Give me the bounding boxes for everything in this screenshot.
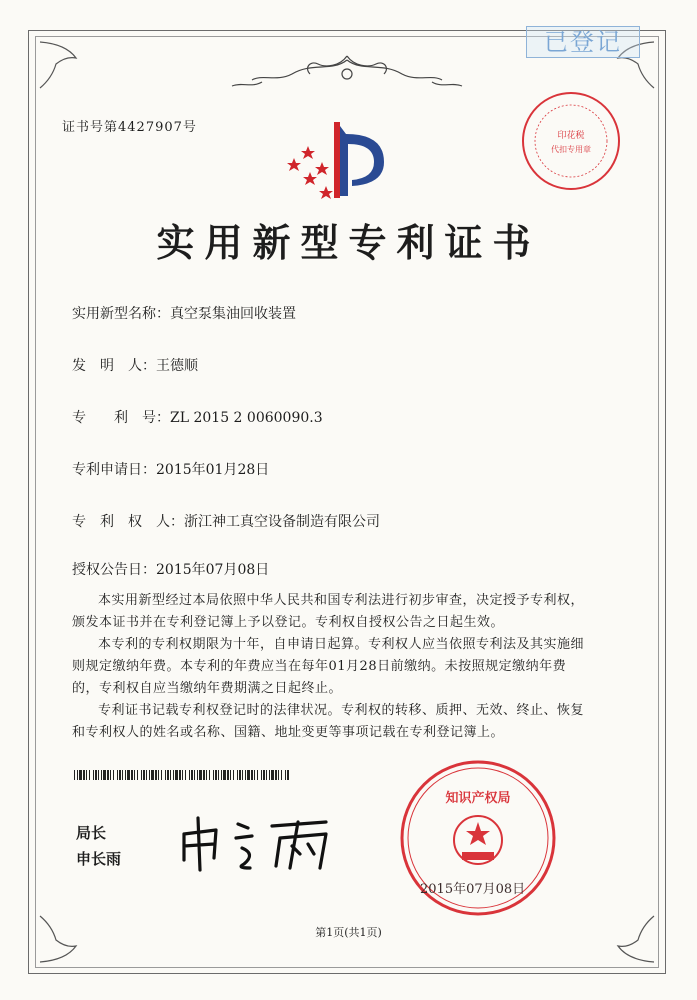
field-value: 浙江神工真空设备制造有限公司 xyxy=(184,514,380,530)
svg-text:知识产权局: 知识产权局 xyxy=(445,791,511,806)
svg-text:印花税: 印花税 xyxy=(557,131,585,141)
director-name: 申长雨 xyxy=(76,850,122,868)
director-title: 局长 xyxy=(76,824,107,842)
registered-stamp: 已登记 xyxy=(526,26,640,58)
body-paragraph: 本实用新型经过本局依照中华人民共和国专利法进行初步审查，决定授予专利权，颁发本证书并在专利登记簿上予以登记。专利权自授权公告之日起生效。 xyxy=(72,593,585,630)
field-value: 2015年07月08日 xyxy=(156,562,270,578)
director-signature-icon xyxy=(176,808,346,874)
certificate-body xyxy=(72,590,592,744)
patent-office-logo-icon xyxy=(282,118,392,200)
body-paragraph: 本专利的专利权期限为十年，自申请日起算。专利权人应当依照专利法及其实施细则规定缴纳年费。本专利的年费应当在每年01月28日前缴纳。未按照规定缴纳年费的，专利权自应当缴纳年费期满之日起终止。 xyxy=(72,637,585,696)
svg-text:代扣专用章: 代扣专用章 xyxy=(551,145,591,154)
field-utility-model-name xyxy=(72,303,296,323)
field-value: ZL 2015 2 0060090.3 xyxy=(170,410,323,426)
page-number: 第1页(共1页) xyxy=(315,926,382,939)
field-value: 真空泵集油回收装置 xyxy=(170,306,296,322)
top-ornament-icon xyxy=(222,52,472,92)
tax-seal-stamp-icon xyxy=(518,88,624,194)
field-label: 专利申请日： xyxy=(72,462,156,478)
body-paragraph: 专利证书记载专利权登记时的法律状况。专利权的转移、质押、无效、终止、恢复和专利权人的姓名或名称、国籍、地址变更等事项记载在专利登记簿上。 xyxy=(72,703,585,740)
field-label: 专 利 权 人： xyxy=(72,514,184,530)
field-label: 授权公告日： xyxy=(72,562,156,578)
certificate-number: 证书号第4427907号 xyxy=(62,120,197,135)
field-label: 发 明 人： xyxy=(72,358,156,374)
issue-date: 2015年07月08日 xyxy=(420,882,526,897)
field-grant-date xyxy=(72,559,269,579)
field-value: 2015年01月28日 xyxy=(156,462,270,478)
field-patentee xyxy=(72,511,380,531)
field-patent-number xyxy=(72,407,323,427)
barcode-icon xyxy=(74,770,290,780)
field-label: 实用新型名称： xyxy=(72,306,170,322)
field-value: 王德顺 xyxy=(156,358,198,374)
page-title: 实用新型专利证书 xyxy=(156,220,541,265)
field-application-date xyxy=(72,459,269,479)
field-label: 专 利 号： xyxy=(72,410,170,426)
top-left-corner-ornament-icon xyxy=(36,38,96,98)
field-inventor xyxy=(72,355,198,375)
